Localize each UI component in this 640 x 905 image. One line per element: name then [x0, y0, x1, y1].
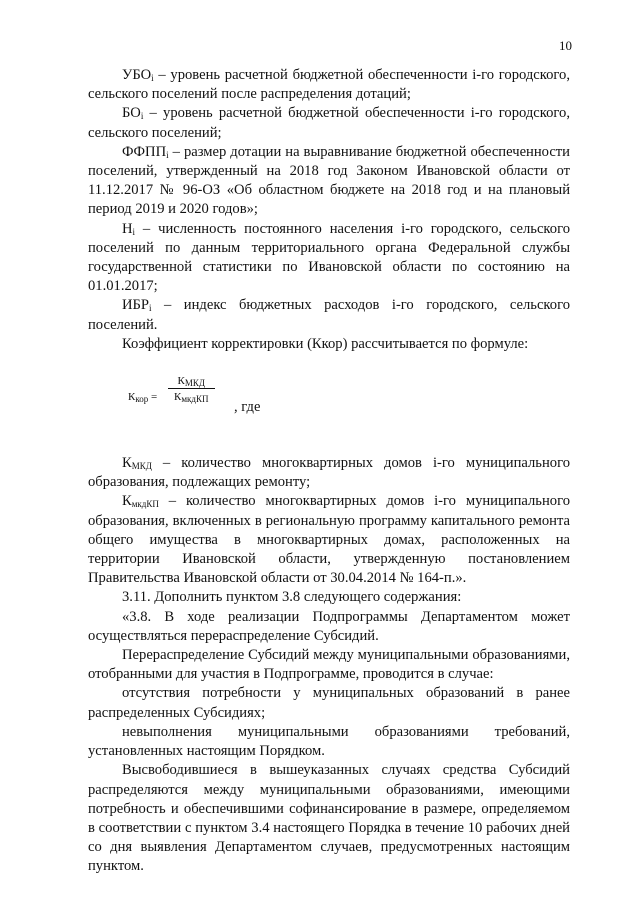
- definition-kmkd: $К_{МКД}$ – количество многоквартирных домов i-го муниципального образования, подлежащих ремонту;: [88, 455, 570, 491]
- paragraph-ubo: $УБО_i$ – уровень расчетной бюджетной обеспеченности i-го городского, сельского поселений после распределения дотаций;: [88, 67, 570, 103]
- paragraph-population: $Н_i$ – численность постоянного населения i-го городского, сельского поселений по данным территориального органа Федеральной службы государственной статистики по Ивановской области по состоянию на 01.01.2017;: [88, 220, 570, 295]
- paragraph-ffpp: $ФФПП_i$ – размер дотации на выравнивание бюджетной обеспеченности поселений, утвержденный на 2018 год Законом Ивановской области от 11.12.2017 № 96-ОЗ «Об областном бюджете на 2018 год и на плановый период 2019 и 2020 годов»;: [88, 143, 570, 218]
- formula-intro: Коэффициент корректировки (Ккор) рассчитывается по формуле:: [122, 335, 529, 352]
- formula-lhs: $К_{кор}$ =: [128, 391, 158, 405]
- paragraph-3-8: «3.8. В ходе реализации Подпрограммы Департаментом может осуществляться перераспределение Субсидий.: [88, 608, 570, 644]
- formula-numerator: $К_{МКД}$: [168, 374, 215, 389]
- paragraph-3-11: 3.11. Дополнить пунктом 3.8 следующего содержания:: [122, 589, 462, 606]
- paragraph-bo: $БО_i$ – уровень расчетной бюджетной обеспеченности i-го городского, сельского поселений;: [88, 105, 570, 141]
- formula-where: , где: [234, 399, 261, 416]
- paragraph-case-noncompliance: невыполнения муниципальными образованиями требований, установленных настоящим Порядком.: [88, 723, 570, 760]
- definition-kmkdkp: $К_{мкдКП}$ – количество многоквартирных домов i-го муниципального образования, включенных в региональную программу капитального ремонта общего имущества в многоквартирных домах, расположенных на территории Ивановской области, утвержденную постановлением Правительства Ивановской области от 30.04.2014 № 164-п.».: [88, 493, 570, 587]
- paragraph-released-funds: Высвободившиеся в вышеуказанных случаях средства Субсидий распределяются между муниципальными образованиями, имеющими потребность и обеспечившими софинансирование в размере, определяемом в соответствии с пунктом 3.4 настоящего Порядка в течение 10 рабочих дней со дня выявления Департаментом случаев, предусмотренных настоящим пунктом.: [88, 762, 570, 875]
- document-body: [88, 66, 570, 877]
- page-number: 10: [559, 38, 572, 53]
- formula: [88, 370, 570, 430]
- formula-denominator: $К_{мкдКП}$: [174, 391, 209, 405]
- paragraph-redistribution: Перераспределение Субсидий между муниципальными образованиями, отобранными для участия в Подпрограмме, проводится в случае:: [88, 647, 570, 683]
- paragraph-ibr: $ИБР_i$ – индекс бюджетных расходов i-го городского, сельского поселений.: [88, 297, 570, 333]
- formula-fraction: [168, 374, 215, 405]
- paragraph-case-no-need: отсутствия потребности у муниципальных образований в ранее распределенных Субсидиях;: [88, 685, 570, 721]
